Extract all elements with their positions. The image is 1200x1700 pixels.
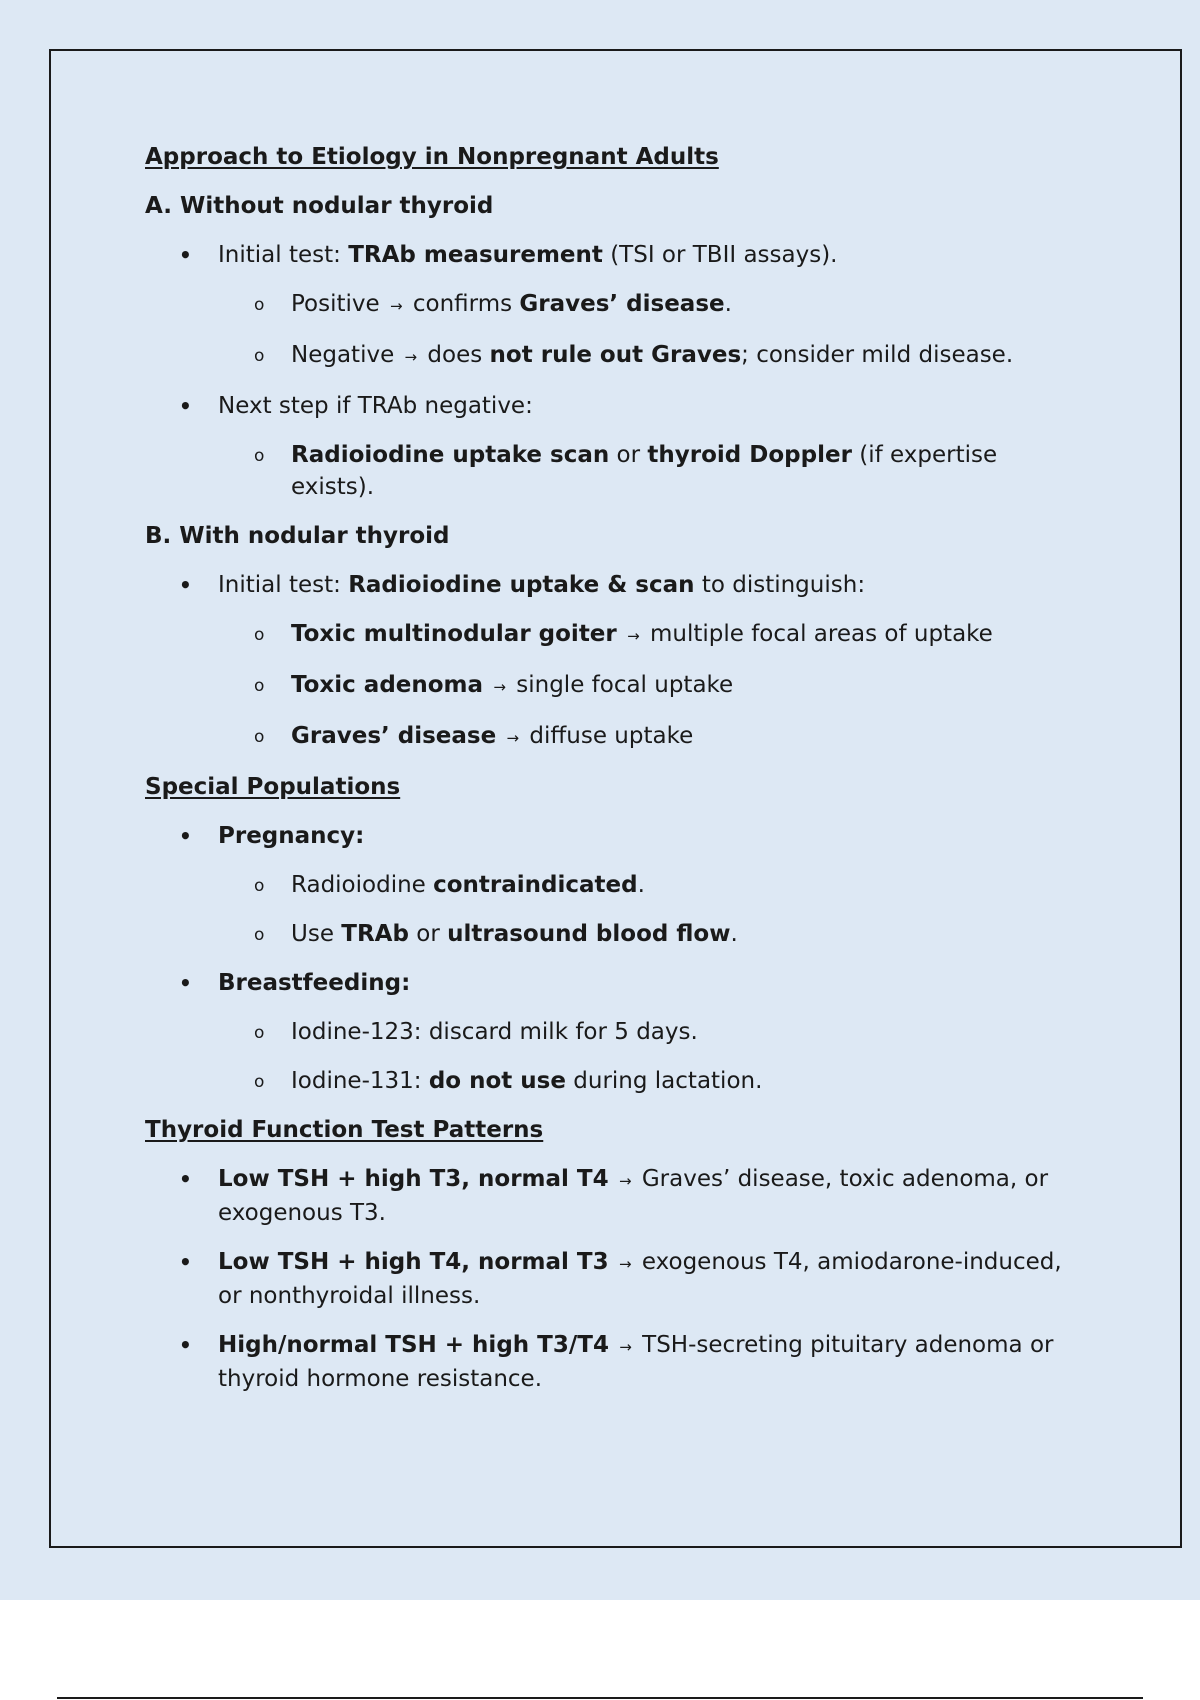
sub-list-item: o Radioiodine uptake scan or thyroid Doppler (if expertise exists).: [254, 442, 998, 500]
subheading-with-nodular: B. With nodular thyroid: [145, 523, 450, 549]
circle-bullet-icon: o: [254, 625, 265, 645]
section-title-special-populations: Special Populations: [145, 774, 401, 800]
circle-bullet-icon: o: [254, 925, 265, 945]
circle-bullet-icon: o: [254, 346, 265, 366]
sub-list-item: o Iodine-131: do not use during lactation.: [218, 1065, 1085, 1097]
arrow-icon: →: [389, 297, 403, 315]
arrow-icon: →: [493, 678, 506, 696]
circle-bullet-icon: o: [254, 295, 265, 315]
bullet-icon: •: [179, 243, 192, 267]
bullet-icon: •: [179, 824, 192, 848]
sub-list-item: o Toxic adenoma → single focal uptake: [218, 669, 1085, 703]
sub-list-item: o Positive → confirms Graves’ disease.: [218, 288, 1085, 322]
circle-bullet-icon: o: [254, 446, 265, 466]
subheading-without-nodular: A. Without nodular thyroid: [145, 193, 494, 219]
section-title-etiology: Approach to Etiology in Nonpregnant Adults: [145, 144, 719, 170]
document-body: [145, 141, 1085, 1412]
sub-list: [218, 1016, 1085, 1097]
sub-list-item: o Toxic multinodular goiter → multiple focal areas of uptake: [218, 618, 1085, 652]
sub-list: [218, 869, 1085, 950]
list-item: • Low TSH + high T4, normal T3 → exogenous T4, amiodarone-induced, or nonthyroidal illness.: [145, 1246, 1085, 1312]
arrow-icon: →: [619, 1338, 632, 1356]
bullet-icon: •: [179, 1333, 192, 1357]
list-item: • Next step if TRAb negative: o Radioiodine uptake scan or thyroid Doppler (if expertise exists).: [145, 390, 1085, 503]
arrow-icon: →: [627, 627, 640, 645]
circle-bullet-icon: o: [254, 1023, 265, 1043]
arrow-icon: →: [618, 1255, 632, 1273]
list-item: • Initial test: TRAb measurement (TSI or TBII assays). o Positive → confirms Graves’ disease. o Negative → does not rule out Graves; consider mild disease.: [145, 239, 1085, 373]
circle-bullet-icon: o: [254, 727, 265, 747]
bullet-icon: •: [179, 1250, 192, 1274]
bullet-icon: •: [179, 971, 192, 995]
list-item: • Low TSH + high T3, normal T4 → Graves’ disease, toxic adenoma, or exogenous T3.: [145, 1163, 1085, 1229]
section-title-tft-patterns: Thyroid Function Test Patterns: [145, 1117, 544, 1143]
sub-list-item: o Iodine-123: discard milk for 5 days.: [218, 1016, 1085, 1048]
sub-list-item: o Graves’ disease → diffuse uptake: [218, 720, 1085, 754]
sub-list-item: o Negative → does not rule out Graves; consider mild disease.: [218, 339, 1085, 373]
bullet-icon: •: [179, 394, 192, 418]
sub-list-item: o Radioiodine contraindicated.: [218, 869, 1085, 901]
circle-bullet-icon: o: [254, 876, 265, 896]
sub-list: [218, 288, 1085, 373]
circle-bullet-icon: o: [254, 676, 265, 696]
list-tft-patterns: [145, 1163, 1085, 1395]
list-item: • Initial test: Radioiodine uptake & scan to distinguish: o Toxic multinodular goiter → multiple focal areas of uptake o Toxic adenoma → single focal uptake o Graves’ disease → diffuse uptake: [145, 569, 1085, 754]
list-item: • High/normal TSH + high T3/T4 → TSH-secreting pituitary adenoma or thyroid hormone resistance.: [145, 1329, 1085, 1395]
circle-bullet-icon: o: [254, 1072, 265, 1092]
list-item: • Breastfeeding: o Iodine-123: discard milk for 5 days. o Iodine-131: do not use during lactation.: [145, 967, 1085, 1097]
list-with-nodular: [145, 569, 1085, 754]
footer-divider: [57, 1697, 1143, 1699]
bullet-icon: •: [179, 573, 192, 597]
sub-list-item: o Use TRAb or ultrasound blood flow.: [218, 918, 1085, 950]
sub-list: [218, 618, 1085, 754]
arrow-icon: →: [506, 729, 520, 747]
list-item: • Pregnancy: o Radioiodine contraindicated. o Use TRAb or ultrasound blood flow.: [145, 820, 1085, 950]
arrow-icon: →: [618, 1172, 632, 1190]
list-without-nodular: [145, 239, 1085, 503]
sub-list: [218, 439, 1085, 503]
bullet-icon: •: [179, 1167, 192, 1191]
arrow-icon: →: [404, 348, 418, 366]
list-special-populations: [145, 820, 1085, 1097]
